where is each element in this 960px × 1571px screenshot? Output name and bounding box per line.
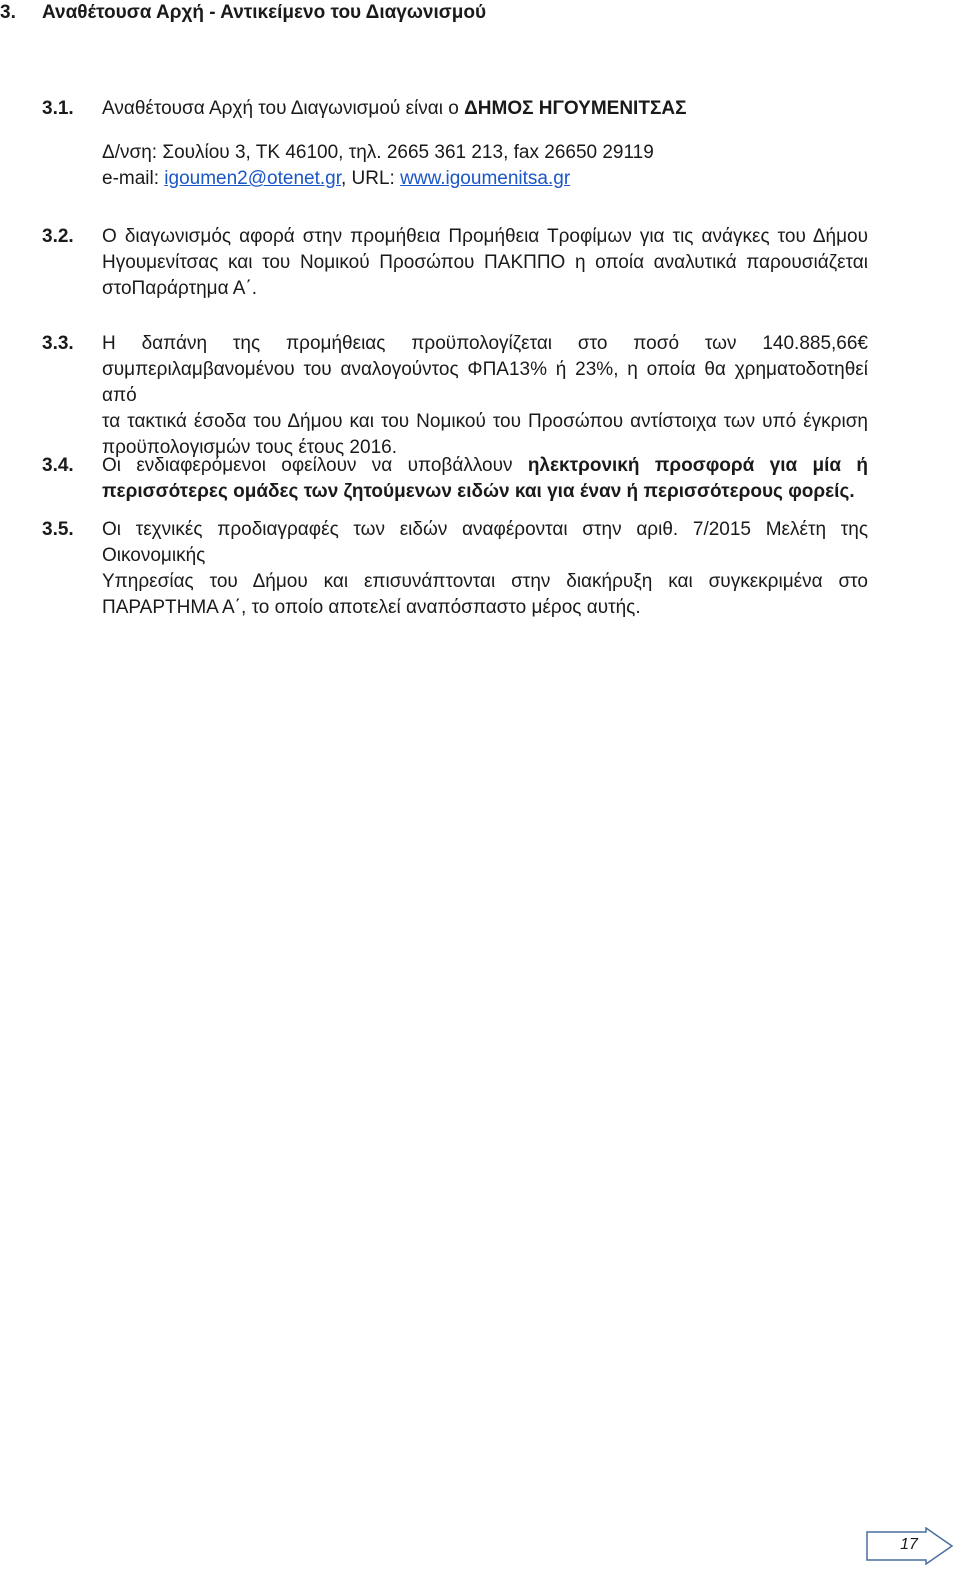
address-line: Δ/νση: Σουλίου 3, ΤΚ 46100, τηλ. 2665 361 213, fax 26650 29119 [102,142,654,163]
clause-line: Οι τεχνικές προδιαγραφές των ειδών αναφέρονται στην αριθ. 7/2015 Μελέτη της Οικονομικής [102,519,868,566]
clause-number: 3.3. [42,333,74,354]
clause-3-2 [42,224,868,302]
section-title: Αναθέτουσα Αρχή - Αντικείμενο του Διαγωνισμού [42,2,487,23]
email-link[interactable]: igoumen2@otenet.gr [164,168,341,189]
contracting-authority-name: ΔΗΜΟΣ ΗΓΟΥΜΕΝΙΤΣΑΣ [464,98,687,119]
clause-number: 3.5. [42,519,74,540]
section-heading [0,0,486,26]
page-number: 17 [900,1536,918,1553]
clause-emphasis: ηλεκτρονική προσφορά για μία ή [527,455,869,476]
clause-line: Υπηρεσίας του Δήμου και επισυνάπτονται στην διακήρυξη και συγκεκριμένα στο [102,571,868,592]
clause-line: ΠΑΡΑΡΤΗΜΑ Α΄, το οποίο αποτελεί αναπόσπαστο μέρος αυτής. [102,597,641,618]
website-link[interactable]: www.igoumenitsa.gr [400,168,571,189]
clause-number: 3.4. [42,455,74,476]
clause-line: Η δαπάνη της προμήθειας προϋπολογίζεται στο ποσό των 140.885,66€ [102,333,868,354]
clause-line: στοΠαράρτημα Α΄. [102,278,258,299]
clause-3-4 [42,453,868,505]
clause-text: Οι ενδιαφερόμενοι οφείλουν να υποβάλλουν [102,455,513,476]
contracting-authority-text: Αναθέτουσα Αρχή του Διαγωνισμού είναι ο [102,98,459,119]
clause-line: Ο διαγωνισμός αφορά στην προμήθεια Προμήθεια Τροφίμων για τις ανάγκες του Δήμου [102,226,868,247]
clause-3-1 [42,96,868,192]
section-number: 3. [0,2,16,23]
clause-3-3 [42,331,868,461]
email-label: e-mail: [102,168,160,189]
clause-number: 3.1. [42,98,74,119]
clause-line: Ηγουμενίτσας και του Νομικού Προσώπου ΠΑΚΠΠΟ η οποία αναλυτικά παρουσιάζεται [102,252,868,273]
clause-line [102,453,868,479]
clause-number: 3.2. [42,226,74,247]
contact-line [102,166,868,192]
clause-line: τα τακτικά έσοδα του Δήμου και του Νομικού του Προσώπου αντίστοιχα των υπό έγκριση [102,411,868,432]
clause-3-5 [42,517,868,621]
clause-emphasis-line: περισσότερες ομάδες των ζητούμενων ειδών και για έναν ή περισσότερους φορείς. [102,481,855,502]
page-number-badge [866,1527,954,1565]
clause-line: συμπεριλαμβανομένου του αναλογούντος ΦΠΑ13% ή 23%, η οποία θα χρηματοδοτηθεί από [102,359,868,406]
url-label: , URL: [340,168,395,189]
clause-line [102,96,868,122]
clause-line: προϋπολογισμών τους έτους 2016. [102,437,397,458]
